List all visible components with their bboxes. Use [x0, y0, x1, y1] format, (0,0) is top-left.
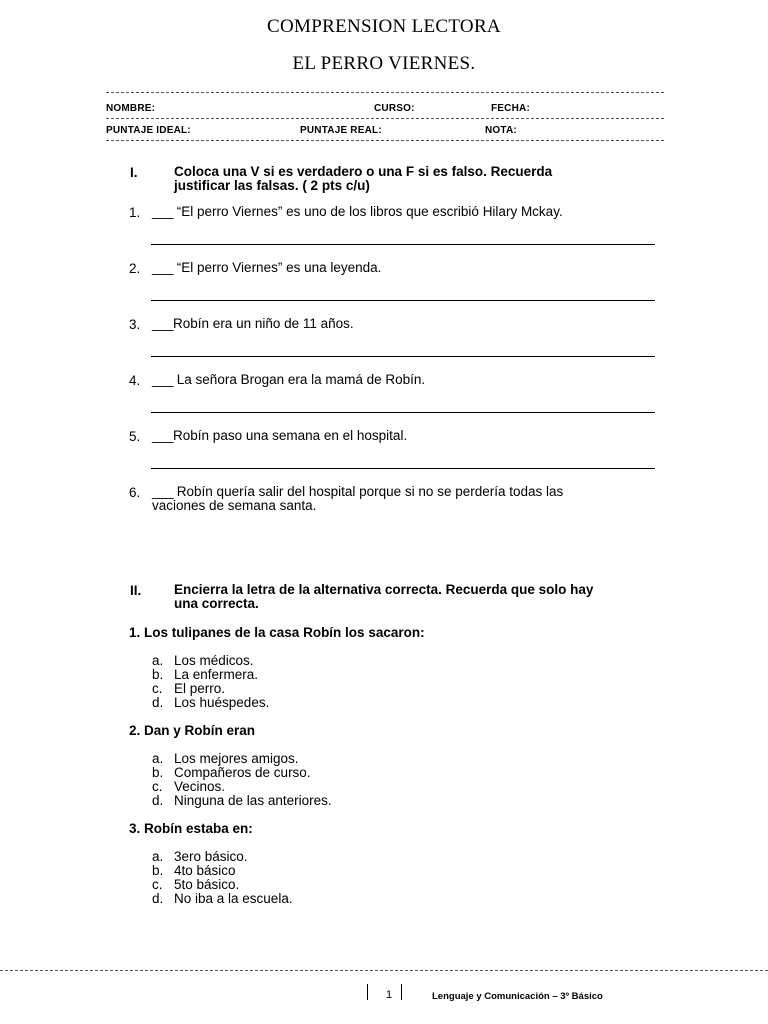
mc-q1-option-c-letter[interactable]: c.: [152, 681, 163, 696]
tf-item-2: [152, 261, 632, 275]
tf-item-4-justification-line[interactable]: [151, 412, 655, 413]
section-2-instruction-line-2: una correcta.: [174, 596, 259, 611]
tf-item-6-line-1: [152, 485, 632, 499]
puntaje-real-label: PUNTAJE REAL:: [300, 125, 382, 136]
header-divider-top: [106, 92, 664, 93]
mc-q1-option-d-letter[interactable]: d.: [152, 695, 164, 710]
fecha-label: FECHA:: [491, 103, 530, 114]
section-1-numeral: I.: [130, 165, 138, 180]
mc-q1-option-a-letter[interactable]: a.: [152, 653, 164, 668]
mc-q1-option-b-letter[interactable]: b.: [152, 667, 164, 682]
mc-q3-option-b-text: 4to básico: [174, 863, 236, 878]
tf-item-4: [152, 373, 632, 387]
mc-q2-option-c-letter[interactable]: c.: [152, 779, 163, 794]
curso-label: CURSO:: [374, 103, 415, 114]
mc-q2-option-c-text: Vecinos.: [174, 779, 226, 794]
tf-item-5-blank[interactable]: ___: [152, 428, 174, 443]
tf-item-5-justification-line[interactable]: [151, 468, 655, 469]
mc-q1-option-d-text: Los huéspedes.: [174, 695, 270, 710]
mc-q3-option-b-letter[interactable]: b.: [152, 863, 164, 878]
tf-item-5-text: Robín paso una semana en el hospital.: [173, 428, 408, 443]
nombre-label: NOMBRE:: [106, 103, 156, 114]
mc-q2-option-d-letter[interactable]: d.: [152, 793, 164, 808]
tf-item-6-blank[interactable]: ___: [152, 484, 174, 499]
footer-divider: [0, 970, 768, 971]
tf-item-2-blank[interactable]: ___: [152, 260, 174, 275]
document-subtitle: EL PERRO VIERNES.: [292, 53, 476, 74]
puntaje-ideal-label: PUNTAJE IDEAL:: [106, 125, 191, 136]
document-title: COMPRENSION LECTORA: [267, 16, 501, 37]
tf-item-6-number: 6.: [129, 485, 141, 500]
mc-q1-option-a-text: Los médicos.: [174, 653, 254, 668]
tf-item-2-justification-line[interactable]: [151, 300, 655, 301]
mc-question-2: 2. Dan y Robín eran: [129, 723, 256, 738]
footer-bar-left: [367, 984, 368, 1000]
tf-item-4-text: La señora Brogan era la mamá de Robín.: [173, 372, 426, 387]
tf-item-1-text: “El perro Viernes” es uno de los libros que escribió Hilary Mckay.: [173, 204, 563, 219]
section-2-instruction-line-1: Encierra la letra de la alternativa correcta. Recuerda que solo hay: [174, 582, 594, 597]
nota-label: NOTA:: [485, 125, 517, 136]
mc-q1-option-c-text: El perro.: [174, 681, 226, 696]
section-2-instruction: [174, 583, 634, 611]
mc-q1-option-b-text: La enfermera.: [174, 667, 259, 682]
mc-question-3: 3. Robín estaba en:: [129, 821, 253, 836]
section-2-numeral: II.: [130, 583, 142, 598]
tf-item-3-justification-line[interactable]: [151, 356, 655, 357]
mc-q3-option-c-text: 5to básico.: [174, 877, 240, 892]
mc-q3-option-d-text: No iba a la escuela.: [174, 891, 293, 906]
tf-item-1-blank[interactable]: ___: [152, 204, 174, 219]
header-divider-middle: [106, 118, 664, 119]
tf-item-1-justification-line[interactable]: [151, 244, 655, 245]
mc-q2-option-a-letter[interactable]: a.: [152, 751, 164, 766]
tf-item-5-number: 5.: [129, 429, 141, 444]
tf-item-3: [152, 317, 632, 331]
tf-item-6-text: Robín quería salir del hospital porque si no se perdería todas las: [173, 484, 564, 499]
tf-item-3-text: Robín era un niño de 11 años.: [173, 316, 354, 331]
tf-item-1: [152, 205, 632, 219]
tf-item-1-number: 1.: [129, 205, 141, 220]
mc-q3-option-a-letter[interactable]: a.: [152, 849, 164, 864]
mc-q3-option-d-letter[interactable]: d.: [152, 891, 164, 906]
section-1-instruction-line-2: justificar las falsas. ( 2 pts c/u): [174, 178, 370, 193]
tf-item-3-blank[interactable]: ___: [152, 316, 174, 331]
mc-q3-option-c-letter[interactable]: c.: [152, 877, 163, 892]
mc-q2-option-a-text: Los mejores amigos.: [174, 751, 299, 766]
mc-q2-option-b-text: Compañeros de curso.: [174, 765, 311, 780]
tf-item-2-text: “El perro Viernes” es una leyenda.: [173, 260, 382, 275]
mc-q2-option-b-letter[interactable]: b.: [152, 765, 164, 780]
section-1-instruction: [174, 165, 634, 193]
tf-item-6-line-2: vaciones de semana santa.: [152, 498, 317, 513]
tf-item-5: [152, 429, 632, 443]
section-1-instruction-line-1: Coloca una V si es verdadero o una F si es falso. Recuerda: [174, 164, 553, 179]
mc-q2-option-d-text: Ninguna de las anteriores.: [174, 793, 332, 808]
footer-bar-right: [401, 984, 402, 1000]
footer-subject: Lenguaje y Comunicación – 3º Básico: [432, 991, 603, 1002]
tf-item-3-number: 3.: [129, 317, 141, 332]
mc-question-1: 1. Los tulipanes de la casa Robín los sacaron:: [129, 625, 425, 640]
mc-q3-option-a-text: 3ero básico.: [174, 849, 248, 864]
tf-item-2-number: 2.: [129, 261, 141, 276]
tf-item-4-number: 4.: [129, 373, 141, 388]
page-number: 1: [386, 989, 393, 1001]
header-divider-bottom: [106, 140, 664, 141]
tf-item-4-blank[interactable]: ___: [152, 372, 174, 387]
tf-item-6: [152, 485, 632, 513]
